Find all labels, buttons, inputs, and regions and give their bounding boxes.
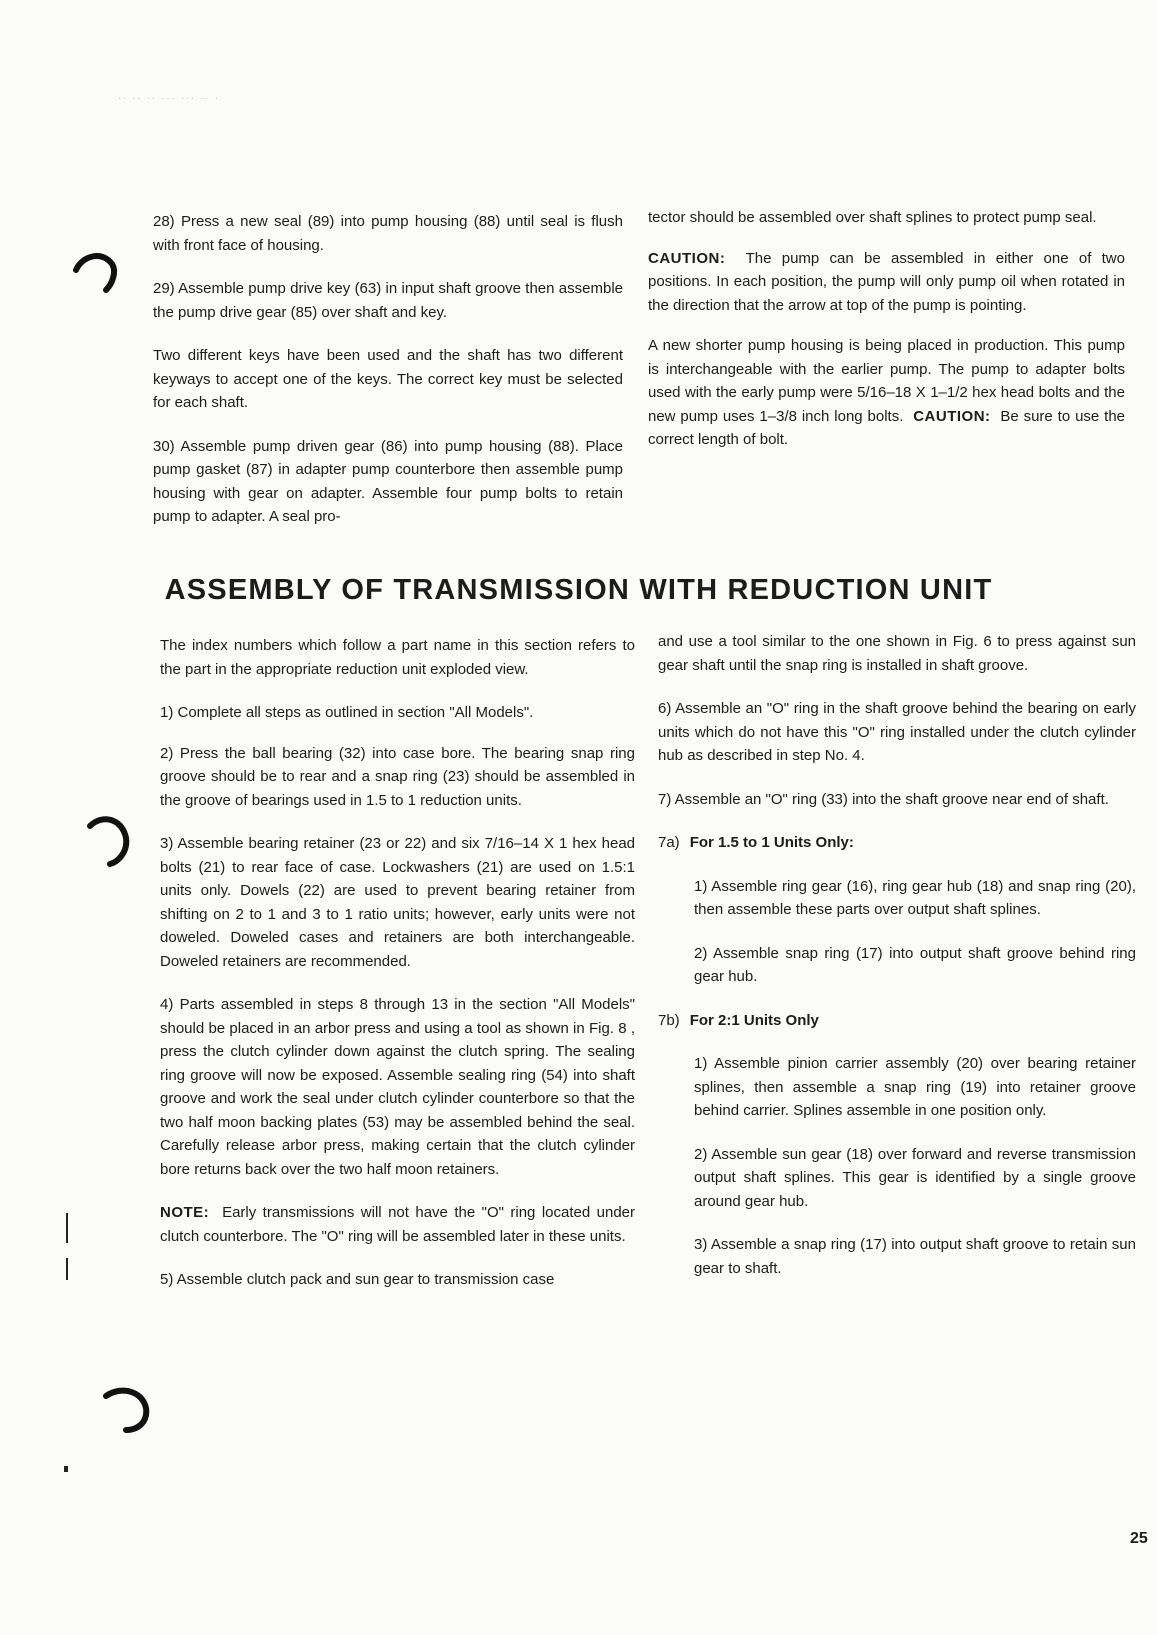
scan-specks: ·· ·· ·· ··· ··· ·· · [118,93,220,103]
page-number: 25 [1130,1530,1148,1547]
margin-tick [64,1466,68,1472]
bottom-right-column [658,630,1136,1280]
subsection-title: For 1.5 to 1 Units Only: [689,834,854,851]
intro-paragraph: The index numbers which follow a part name in this section refers to the part in the appropriate reduction unit exploded view. [160,637,635,678]
subsection-7b-heading [658,1009,1136,1033]
step-2: 2) Press the ball bearing (32) into case bore. The bearing snap ring groove should be to rear and a snap ring (23) should be assembled in the groove of bearings used in 1.5 to 1 reduction units. [160,744,635,809]
step-7a-2: 2) Assemble snap ring (17) into output shaft groove behind ring gear hub. [694,944,1136,985]
binder-hole-mark [72,248,122,296]
note-text: Early transmissions will not have the "O" ring located under clutch counterbore. The "O" ring will be assembled later in these units. [160,1204,636,1245]
shorter-pump-text: A new shorter pump housing is being placed in production. This pump is interchangeable with the earlier pump. The pump to adapter bolts used with the early pump were 5/16–18 X 1–1/2 hex head bolts and the new pump uses 1–3/8 inch long bolts. [648,337,1125,425]
step-6: 6) Assemble an "O" ring in the shaft groove behind the bearing on early units which do not have this "O" ring installed under the clutch cylinder hub as described in step No. 4. [658,700,1136,764]
step-5-continued: and use a tool similar to the one shown in Fig. 6 to press against sun gear shaft until the snap ring is installed in shaft groove. [658,633,1136,674]
step-7b-1: 1) Assemble pinion carrier assembly (20) over bearing retainer splines, then assemble a snap ring (19) into retainer groove behind carrier. Splines assemble in one position only. [694,1055,1136,1119]
subsection-7a-heading [658,831,1136,855]
step-5: 5) Assemble clutch pack and sun gear to transmission case [160,1271,555,1288]
step-30: 30) Assemble pump driven gear (86) into pump housing (88). Place pump gasket (87) in adapter pump counterbore then assemble pump housing with gear on adapter. Assemble four pump bolts to retain pump to adapter. A seal pro- [153,437,623,525]
shorter-pump-paragraph [648,334,1125,452]
caution-pump-position [648,247,1125,318]
bottom-left-column [160,634,635,1292]
step-7b-2: 2) Assemble sun gear (18) over forward and reverse transmission output shaft splines. This gear is identified by a single groove around gear hub. [694,1145,1136,1210]
step-7b-3: 3) Assemble a snap ring (17) into output shaft groove to retain sun gear to shaft. [694,1236,1136,1277]
caution-text: Be sure to use the correct length of bolt. [648,407,1126,448]
step-7: 7) Assemble an "O" ring (33) into the shaft groove near end of shaft. [658,790,1109,808]
subsection-title: For 2:1 Units Only [689,1011,819,1029]
binder-hole-mark [84,812,136,868]
caution-label: CAUTION: [648,249,726,267]
step-29: 29) Assemble pump drive key (63) in input shaft groove then assemble the pump drive gear (85) over shaft and key. [153,280,623,321]
step-1: 1) Complete all steps as outlined in section "All Models". [160,704,534,721]
top-left-column [153,210,623,529]
top-right-column [648,206,1125,452]
caution-text: The pump can be assembled in either one of two positions. In each position, the pump will only pump oil when rotated in the direction that the arrow at top of the pump is pointing. [648,249,1125,314]
step-3: 3) Assemble bearing retainer (23 or 22) and six 7/16–14 X 1 hex head bolts (21) to rear face of case. Lockwashers (21) are used on 1.5:1 units only. Dowels (22) are used to prevent bearing retainer from shifting on 2 to 1 and 3 to 1 ratio units; however, early units were not doweled. Doweled cases and retainers are both interchangeable. Doweled retainers are recommended. [160,835,635,970]
seal-protector-paragraph: tector should be assembled over shaft splines to protect pump seal. [648,209,1097,226]
margin-tick [66,1213,68,1243]
note-paragraph [160,1201,635,1248]
caution-label: CAUTION: [913,407,991,425]
section-title: ASSEMBLY OF TRANSMISSION WITH REDUCTION UNIT [164,574,993,606]
note-label: NOTE: [160,1204,210,1221]
margin-tick [66,1258,68,1280]
step-4: 4) Parts assembled in steps 8 through 13 in the section "All Models" should be placed in an arbor press and using a tool as shown in Fig. 8 , press the clutch cylinder down against the clutch spring. The sealing ring groove will now be exposed. Assemble sealing ring (54) into shaft groove and work the seal under clutch cylinder counterbore so that the two half moon backing plates (53) may be assembled behind the seal. Carefully release arbor press, making certain that the clutch cylinder bore returns back over the two half moon retainers. [160,996,635,1178]
binder-hole-mark [102,1386,154,1436]
subsection-number: 7b) [658,1011,680,1029]
step-28: 28) Press a new seal (89) into pump housing (88) until seal is flush with front face of housing. [153,213,623,254]
keys-paragraph: Two different keys have been used and the shaft has two different keyways to accept one of the keys. The correct key must be selected for each shaft. [153,347,623,411]
step-7a-1: 1) Assemble ring gear (16), ring gear hub (18) and snap ring (20), then assemble these parts over output shaft splines. [694,877,1136,918]
subsection-number: 7a) [658,834,680,851]
